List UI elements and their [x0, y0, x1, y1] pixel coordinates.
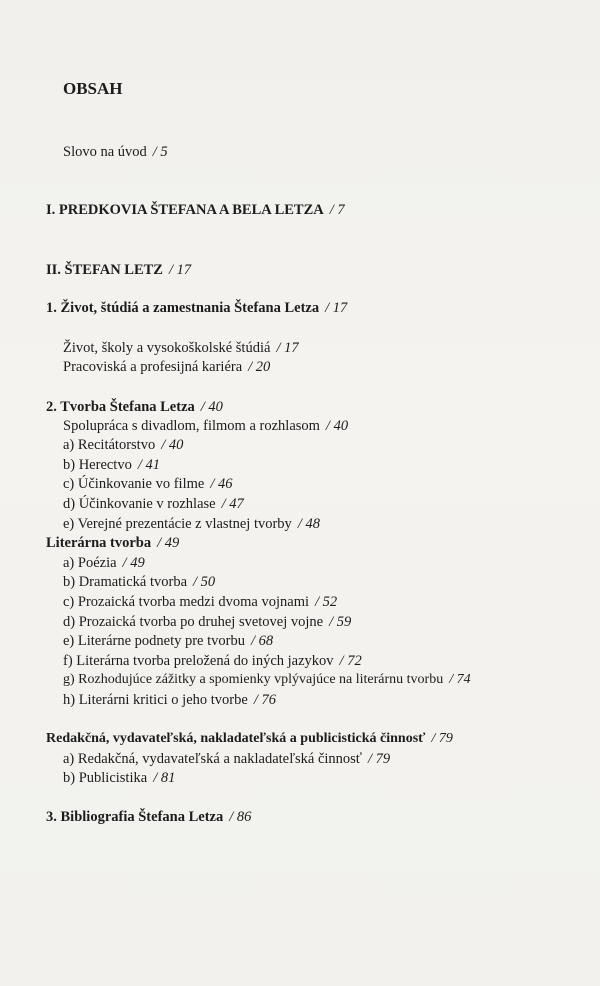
toc-entry [63, 515, 320, 533]
toc-entry-label: Slovo na úvod [63, 144, 147, 160]
toc-entry-page: / 72 [339, 653, 362, 669]
toc-entry-label: a) Redakčná, vydavateľská a nakladateľská činnosť [63, 751, 362, 767]
toc-entry-label: g) Rozhodujúce zážitky a spomienky vplývajúce na literárnu tvorbu [63, 672, 444, 687]
toc-entry [63, 573, 215, 591]
toc-entry-page: / 5 [152, 144, 168, 160]
toc-entry-page: / 79 [368, 751, 391, 767]
toc-entry-page: / 47 [221, 496, 244, 512]
toc-entry-label: c) Účinkovanie vo filme [63, 476, 205, 492]
toc-entry-label: 2. Tvorba Štefana Letza [46, 399, 195, 415]
toc-entry-page: / 49 [122, 555, 145, 571]
toc-entry-page: / 40 [161, 437, 184, 453]
page-title [63, 80, 123, 98]
toc-entry [63, 750, 390, 768]
toc-entry-page: / 7 [329, 202, 345, 218]
toc-entry [63, 613, 351, 631]
toc-entry-label: 1. Život, štúdiá a zamestnania Štefana Letza [46, 300, 320, 316]
toc-entry [63, 339, 299, 357]
toc-entry [63, 769, 175, 787]
toc-entry-label: Spolupráca s divadlom, filmom a rozhlasom [63, 418, 320, 434]
toc-entry-label: d) Účinkovanie v rozhlase [63, 496, 216, 512]
toc-entry-page: / 41 [137, 457, 160, 473]
toc-entry-label: b) Dramatická tvorba [63, 574, 188, 590]
toc-entry-label: e) Literárne podnety pre tvorbu [63, 633, 245, 649]
toc-entry-page: / 46 [210, 476, 233, 492]
toc-chapter-2 [46, 398, 223, 416]
toc-section-literary [46, 534, 179, 552]
toc-entry [63, 554, 145, 572]
toc-entry [63, 475, 232, 493]
toc-entry-label: Pracoviská a profesijná kariéra [63, 359, 243, 375]
toc-entry [63, 436, 183, 454]
toc-entry-page: / 76 [253, 692, 276, 708]
toc-entry [63, 358, 270, 376]
toc-entry-label: e) Verejné prezentácie z vlastnej tvorby [63, 516, 292, 532]
toc-entry [63, 671, 471, 689]
toc-entry [63, 652, 362, 670]
toc-entry-label: a) Poézia [63, 555, 117, 571]
toc-entry-label: b) Herectvo [63, 457, 132, 473]
toc-entry-page: / 17 [325, 300, 348, 316]
toc-entry-page: / 17 [168, 262, 192, 278]
toc-entry-label: b) Publicistika [63, 770, 148, 786]
toc-entry-label: h) Literárni kritici o jeho tvorbe [63, 692, 248, 708]
toc-entry-page: / 52 [315, 594, 338, 610]
toc-entry-page: / 86 [229, 809, 252, 825]
toc-entry-page: / 20 [248, 359, 271, 375]
toc-entry [63, 456, 160, 474]
toc-entry-page: / 17 [276, 340, 299, 356]
toc-entry-label: Literárna tvorba [46, 535, 152, 551]
toc-part-2 [46, 261, 191, 279]
toc-entry-label: a) Recitátorstvo [63, 437, 156, 453]
toc-entry-page: / 59 [329, 614, 352, 630]
toc-entry-label: Život, školy a vysokoškolské štúdiá [63, 340, 271, 356]
toc-entry [63, 691, 276, 709]
toc-entry-page: / 40 [325, 418, 349, 434]
toc-entry-label: f) Literárna tvorba preložená do iných jazykov [63, 653, 334, 669]
toc-entry-page: / 74 [449, 672, 471, 687]
toc-entry-intro [63, 143, 168, 161]
toc-chapter-1 [46, 299, 347, 317]
toc-entry-label: d) Prozaická tvorba po druhej svetovej vojne [63, 614, 324, 630]
toc-entry-page: / 79 [431, 731, 453, 746]
toc-entry-page: / 81 [153, 770, 176, 786]
toc-entry-label: c) Prozaická tvorba medzi dvoma vojnami [63, 594, 310, 610]
toc-entry-label: Redakčná, vydavateľská, nakladateľská a publicistická činnosť [46, 731, 426, 746]
toc-part-1 [46, 201, 345, 219]
toc-entry-page: / 48 [297, 516, 320, 532]
toc-entry [63, 632, 273, 650]
toc-entry-label: 3. Bibliografia Štefana Letza [46, 809, 224, 825]
toc-entry [63, 417, 348, 435]
toc-entry-page: / 50 [193, 574, 216, 590]
toc-entry [63, 495, 244, 513]
toc-entry-page: / 49 [157, 535, 180, 551]
page-title-text: OBSAH [63, 79, 123, 98]
toc-entry-label: I. PREDKOVIA ŠTEFANA A BELA LETZA [46, 202, 324, 218]
toc-entry-page: / 68 [250, 633, 274, 649]
toc-section-editorial [46, 730, 453, 748]
toc-entry-page: / 40 [200, 399, 223, 415]
toc-chapter-3 [46, 808, 251, 826]
toc-entry-label: II. ŠTEFAN LETZ [46, 262, 163, 278]
toc-entry [63, 593, 337, 611]
